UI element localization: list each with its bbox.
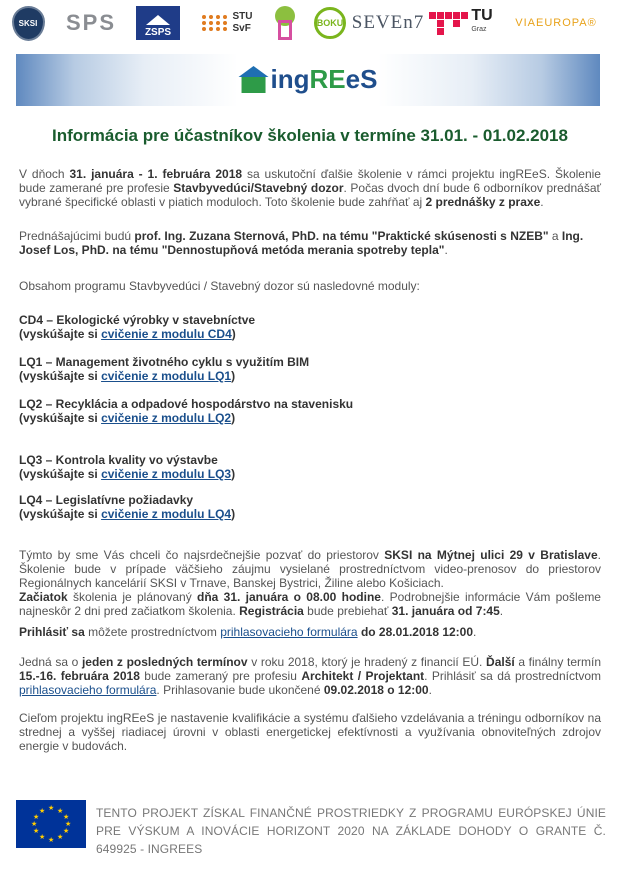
eu-flag-icon: ★ ★ ★ ★ ★ ★ ★ ★ ★ ★ ★ ★ <box>16 800 86 848</box>
ingrees-banner <box>16 54 600 106</box>
tu-logo-text: TU <box>471 7 493 24</box>
funding-statement: TENTO PROJEKT ZÍSKAL FINANČNÉ PROSTRIEDKY Z PROGRAMU EURÓPSKEJ ÚNIE PRE VÝSKUM A INOVÁCIE HORIZONT 2020 NA ZÁKLADE DOHODY O GRANTE Č. 649925 - INGREES <box>96 806 606 856</box>
brand-suffix: eS <box>345 63 378 94</box>
module-title: LQ3 – Kontrola kvality vo výstavbe <box>19 453 218 467</box>
viaeuropa-logo <box>504 4 608 42</box>
start-time: dňa 31. januára o 08.00 hodine <box>197 590 381 604</box>
house-icon <box>239 64 269 94</box>
seven-logo <box>351 4 425 42</box>
practice-lectures: 2 prednášky z praxe <box>425 195 541 209</box>
intro-paragraph: V dňoch 31. januára - 1. februára 2018 sa uskutoční ďalšie školenie v rámci projektu ingREeS. Školenie bude zamerané pre profesie Stavbyvedúci/Stavebný dozor. Počas dvoch dní bude 6 odborníkov prednášať vybrané špecifické oblasti v piatich moduloch. Toto školenie bude zahŕňať aj 2 prednášky z praxe. <box>19 167 601 209</box>
exercise-link-cd4[interactable]: cvičenie z modulu CD4 <box>101 327 232 341</box>
module-lq3: LQ3 – Kontrola kvality vo výstavbe (vyskúšajte si cvičenie z modulu LQ3) <box>19 453 601 481</box>
stu-logo-line1: STU <box>232 11 253 22</box>
stu-logo-line2: SvF <box>232 23 251 34</box>
seven-logo-text: SEVEn7 <box>351 12 425 33</box>
signup-paragraph: Prihlásiť sa môžete prostredníctvom prihlasovacieho formulára do 28.01.2018 12:00. <box>19 625 477 639</box>
sps-logo-text: SPS <box>65 10 117 35</box>
brand-prefix: ing <box>270 63 310 94</box>
registration-time: 31. januára od 7:45 <box>391 604 500 618</box>
sps-logo <box>58 4 124 42</box>
tree-logo <box>270 4 300 42</box>
exercise-link-lq4[interactable]: cvičenie z modulu LQ4 <box>101 507 232 521</box>
lecturers-paragraph: Prednášajúcimi budú prof. Ing. Zuzana Sternová, PhD. na tému "Praktické skúsenosti s NZEB" a Ing. Josef Los, PhD. na tému "Dennostupňová metóda merania spotreby tepla". <box>19 229 584 257</box>
lecturer-los: Ing. Josef Los, PhD. na tému "Dennostupňová metóda merania spotreby tepla" <box>19 229 584 257</box>
module-title: LQ2 – Recyklácia a odpadové hospodárstvo na stavenisku <box>19 397 354 411</box>
last-term-paragraph: Jedná sa o jeden z posledných termínov v roku 2018, ktorý je hradený z financií EÚ. Ďalší a finálny termín 15.-16. februára 2018 bude zameraný pre profesiu Architekt / Projektant. Prihlásiť sa dá prostredníctvom prihlasovacieho formulára. Prihlasovanie bude ukončené 09.02.2018 o 12:00. <box>19 655 601 697</box>
viaeuropa-logo-text: VIAEUROPA® <box>515 17 597 29</box>
next-term-profession: Architekt / Projektant <box>301 669 425 683</box>
exercise-link-lq2[interactable]: cvičenie z modulu LQ2 <box>101 411 232 425</box>
page-title: Informácia pre účastníkov školenia v termíne 31.01. - 01.02.2018 <box>52 126 568 145</box>
exercise-link-lq3[interactable]: cvičenie z modulu LQ3 <box>101 467 232 481</box>
module-lq2: LQ2 – Recyklácia a odpadové hospodárstvo na stavenisku (vyskúšajte si cvičenie z modulu LQ2) <box>19 397 601 425</box>
stu-svf-logo <box>194 4 260 42</box>
signup-label: Prihlásiť sa <box>19 625 85 639</box>
last-term-note: jeden z posledných termínov <box>81 655 248 669</box>
training-dates: 31. januára - 1. februára 2018 <box>69 167 243 181</box>
zsps-logo <box>136 4 180 42</box>
signup-form-link[interactable]: prihlasovacieho formulára <box>220 625 358 639</box>
module-cd4: CD4 – Ekologické výrobky v stavebníctve (vyskúšajte si cvičenie z modulu CD4) <box>19 313 601 341</box>
partner-logos <box>10 4 610 42</box>
tu-graz-logo <box>428 4 494 42</box>
next-term-deadline: 09.02.2018 o 12:00 <box>323 683 429 697</box>
module-title: LQ1 – Management životného cyklu s využitím BIM <box>19 355 310 369</box>
tu-logo-subtext: Graz <box>471 26 487 33</box>
next-term-dates: 15.-16. februára 2018 <box>19 669 140 683</box>
start-label: Začiatok <box>19 590 68 604</box>
boku-logo <box>312 4 348 42</box>
lecturer-sternova: prof. Ing. Zuzana Sternová, PhD. na tému "Praktické skúsenosti s NZEB" <box>134 229 549 243</box>
modules-intro: Obsahom programu Stavbyvedúci / Stavebný dozor sú nasledovné moduly: <box>19 279 420 293</box>
target-profession: Stavbyvedúci/Stavebný dozor <box>173 181 344 195</box>
sksi-logo-text: SKSI <box>18 18 38 28</box>
eu-funding-footer <box>16 800 606 856</box>
invitation-paragraph: Týmto by sme Vás chceli čo najsrdečnejšie pozvať do priestorov SKSI na Mýtnej ulici 29 v Bratislave. Školenie bude v prípade väčšieho záujmu vysielané prostredníctvom video-prenosov do priestorov Regionálnych kancelárií SKSI v Trnave, Banskej Bystrici, Žiline alebo Košiciach. Začiatok školenia je plánovaný dňa 31. januára o 08.00 hodine. Podrobnejšie informácie Vám pošleme najneskôr 2 dni pred začiatkom školenia. Registrácia bude prebiehať 31. januára od 7:45. <box>19 548 601 618</box>
sksi-logo <box>10 4 46 42</box>
module-lq1: LQ1 – Management životného cyklu s využitím BIM (vyskúšajte si cvičenie z modulu LQ1) <box>19 355 601 383</box>
boku-logo-text: BOKU <box>316 18 344 28</box>
module-lq4: LQ4 – Legislatívne požiadavky (vyskúšajte si cvičenie z modulu LQ4) <box>19 493 601 521</box>
project-goal-paragraph: Cieľom projektu ingREeS je nastavenie kvalifikácie a systému ďalšieho vzdelávania a tréningu odborníkov na strednej a vyššej riadiacej úrovni v oblasti energetickej efektívnosti a využívania obnoviteľných zdrojov energie v budovách. <box>19 711 601 753</box>
registration-label: Registrácia <box>239 604 304 618</box>
exercise-link-lq1[interactable]: cvičenie z modulu LQ1 <box>101 369 232 383</box>
next-term-form-link[interactable]: prihlasovacieho formulára <box>19 683 157 697</box>
module-title: LQ4 – Legislatívne požiadavky <box>19 493 194 507</box>
zsps-logo-text: ZSPS <box>144 27 172 38</box>
brand-middle: RE <box>309 63 346 94</box>
venue: SKSI na Mýtnej ulici 29 v Bratislave <box>384 548 598 562</box>
next-label: Ďalší <box>486 655 515 669</box>
signup-deadline: do 28.01.2018 12:00 <box>360 625 474 639</box>
ingrees-logo <box>239 60 378 98</box>
module-title: CD4 – Ekologické výrobky v stavebníctve <box>19 313 256 327</box>
